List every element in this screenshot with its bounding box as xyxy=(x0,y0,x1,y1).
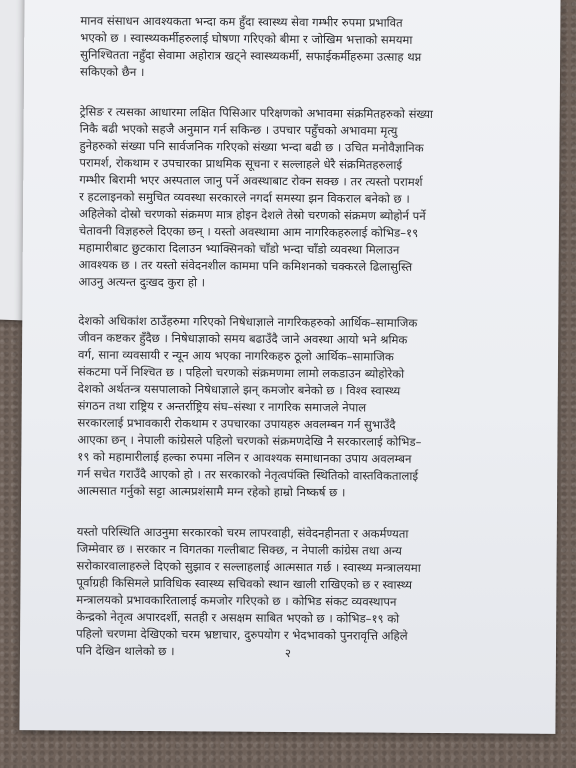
text-line: मानव संसाधन आवश्यकता भन्दा कम हुँदा स्वास्थ्य सेवा गम्भीर रुपमा प्रभावित xyxy=(80,13,403,30)
text-line: पहिलो चरणमा देखिएको चरम भ्रष्टाचार, दुरुपयोग र भेदभावको पुनरावृत्ति अहिले xyxy=(76,626,408,643)
document-body xyxy=(76,13,551,663)
paragraph-3 xyxy=(77,313,548,503)
text-line: केन्द्रको नेतृत्व अपारदर्शी, सतही र असक्षम साबित भएको छ । कोभिड–१९ को xyxy=(76,609,400,626)
text-line: महामारीबाट छुटकारा दिलाउन भ्याक्सिनको चाँडो भन्दा चाँडो व्यवस्था मिलाउन xyxy=(78,240,400,257)
paragraph-spacer xyxy=(78,291,548,316)
text-line: जीवन कष्टकर हुँदैछ । निषेधाज्ञाको समय बढाउँदै जाने अवस्था आयो भने श्रमिक xyxy=(78,330,408,347)
text-line: पूर्वाग्रही किसिमले प्राविधिक स्वास्थ्य सचिवको स्थान खाली राखिएको छ र स्वास्थ्य xyxy=(76,575,413,592)
text-line: भएको छ । स्वास्थ्यकर्मीहरुलाई घोषणा गरिएको बीमा र जोखिम भत्ताको समयमा xyxy=(80,30,413,47)
text-line: सरोकारवालाहरुले दिएको सुझाव र सल्लाहलाई आत्मसात गर्छ । स्वास्थ्य मन्त्रालयमा xyxy=(76,558,421,575)
text-line: देशको अर्थतन्त्र यसपालाको निषेधाज्ञाले झन् कमजोर बनेको छ । विश्व स्वास्थ्य xyxy=(77,381,401,398)
text-line: अहिलेको दोस्रो चरणको संक्रमण मात्र होइन देशले तेस्रो चरणको संक्रमण ब्योहोर्न पर्ने xyxy=(78,206,426,223)
text-line: सरकारलाई प्रभावकारी रोकथाम र उपचारका उपायहरु अवलम्बन गर्न सुभाउँदै xyxy=(77,415,396,432)
text-line: निकै बढी भएको सहजै अनुमान गर्न सकिन्छ । उपचार पहुँचको अभावमा मृत्यु xyxy=(79,121,398,138)
paragraph-4 xyxy=(76,524,547,663)
text-line: मन्त्रालयको प्रभावकारितालाई कमजोर गरिएको छ । कोभिड संकट व्यवस्थापन xyxy=(76,592,397,609)
text-line: संगठन तथा राष्ट्रिय र अन्तर्राष्ट्रिय संघ–संस्था र नागरिक समाजले नेपाल xyxy=(77,398,367,415)
paragraph-spacer xyxy=(80,81,550,107)
text-line: पनि देखिन थालेको छ । xyxy=(75,643,175,659)
text-line: गर्न सचेत गराउँदै आएको हो । तर सरकारको नेतृत्वपंक्ति स्थितिको वास्तविकतालाई xyxy=(77,466,419,483)
text-line: आत्मसात गर्नुको सट्टा आत्मप्रशंसामै मग्न रहेको हाम्रो निष्कर्ष छ । xyxy=(77,483,346,500)
text-line: वर्ग, साना व्यवसायी र न्यून आय भएका नागरिकहरु ठूलो आर्थिक–सामाजिक xyxy=(77,347,394,364)
text-line: आएका छन् । नेपाली कांग्रेसले पहिलो चरणको संक्रमणदेखि नै सरकारलाई कोभिड– xyxy=(77,432,422,449)
text-line: जिम्मेवार छ । सरकार न विगतका गल्तीबाट सिक्छ, न नेपाली कांग्रेस तथा अन्य xyxy=(76,541,402,558)
text-line: आवश्यक छ । तर यस्तो संवेदनशील काममा पनि कमिशनको चक्करले ढिलासुस्ति xyxy=(78,257,413,274)
text-line: गम्भीर बिरामी भएर अस्पताल जानु पर्ने अवस्थाबाट रोक्न सक्छ । तर त्यस्तो परामर्श xyxy=(79,172,423,189)
text-line: हुनेहरुको संख्या पनि सार्वजनिक गरिएको संख्या भन्दा बढी छ । उचित मनोवैज्ञानिक xyxy=(79,138,424,155)
text-line: र हटलाइनको समुचित व्यवस्था सरकारले नगर्दा समस्या झन विकराल बनेको छ । xyxy=(79,189,410,206)
paragraph-1 xyxy=(80,13,550,84)
text-line: संकटमा पर्ने निश्चित छ । पहिलो चरणको संक्रमणमा लामो लकडाउन ब्योहोरेको xyxy=(77,364,405,381)
text-line: सकिएको छैन । xyxy=(79,64,145,79)
text-line: आउनु अत्यन्त दुःखद कुरा हो । xyxy=(78,274,206,290)
text-line: परामर्श, रोकथाम र उपचारका प्राथमिक सूचना र सल्लाहले धेरै संक्रमितहरुलाई xyxy=(79,155,403,172)
text-line: चेतावनी विज्ञहरुले दिएका छन् । यस्तो अवस्थामा आम नागरिकहरुलाई कोभिड–१९ xyxy=(78,223,419,240)
paragraph-spacer xyxy=(77,500,547,527)
text-line: यस्तो परिस्थिति आउनुमा सरकारको चरम लापरवाही, संवेदनहीनता र अकर्मण्यता xyxy=(76,524,409,541)
text-line: १९ को महामारीलाई हल्का रुपमा नलिन र आवश्यक समाधानका उपाय अवलम्बन xyxy=(77,449,412,466)
text-line: देशको अधिकांश ठाउँहरुमा गरिएको निषेधाज्ञाले नागरिकहरुको आर्थिक–सामाजिक xyxy=(78,313,418,330)
text-line: सुनिश्चितता नहुँदा सेवामा अहोरात्र खट्ने स्वास्थ्यकर्मी, सफाईकर्मीहरुमा उत्साह थप्न xyxy=(80,47,422,64)
text-line: ट्रेसिङ र त्यसका आधारमा लक्षित पिसिआर परिक्षणको अभावमा संक्रमितहरुको संख्या xyxy=(79,104,434,121)
document-page xyxy=(19,0,560,734)
paragraph-2 xyxy=(78,104,549,294)
page-number: २ xyxy=(284,645,292,661)
